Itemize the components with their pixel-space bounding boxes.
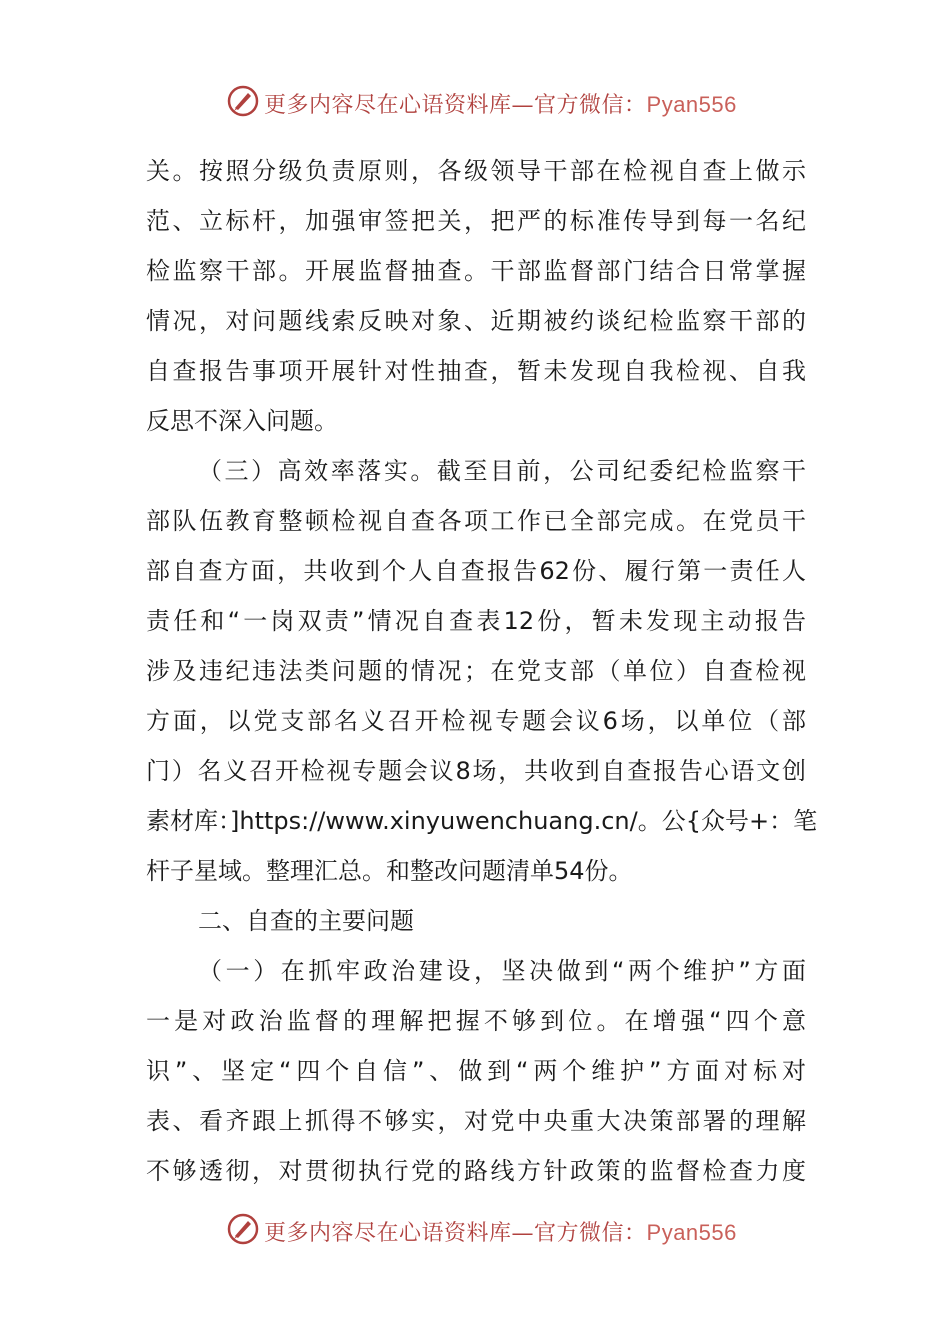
body-line: 反思不深入问题。 — [146, 407, 338, 435]
header-banner — [0, 82, 950, 122]
body-line: 范、立标杆，加强审签把关，把严的标准传导到每一名纪 — [146, 207, 806, 235]
header-banner-id: Pyan556 — [646, 92, 737, 117]
body-line: 情况，对问题线索反映对象、近期被约谈纪检监察干部的 — [146, 307, 806, 335]
footer-banner-id: Pyan556 — [646, 1220, 737, 1245]
body-line: （一）在抓牢政治建设，坚决做到“两个维护”方面 — [198, 957, 806, 985]
body-line: 部队伍教育整顿检视自查各项工作已全部完成。在党员干 — [146, 507, 806, 535]
body-line: 素材库：]https://www.xinyuwenchuang.cn/。公{众号+：笔 — [146, 807, 818, 835]
body-line: 一是对政治监督的理解把握不够到位。在增强“四个意 — [146, 1007, 806, 1035]
section-heading: 二、自查的主要问题 — [198, 907, 414, 935]
document-body — [146, 146, 818, 1196]
header-banner-cn: 更多内容尽在心语资料库—官方微信： — [264, 93, 647, 118]
body-line: 自查报告事项开展针对性抽查，暂未发现自我检视、自我 — [146, 357, 806, 385]
body-line: 不够透彻，对贯彻执行党的路线方针政策的监督检查力度 — [146, 1157, 806, 1185]
footer-banner — [0, 1210, 950, 1250]
body-line: 表、看齐跟上抓得不够实，对党中央重大决策部署的理解 — [146, 1107, 806, 1135]
footer-banner-text — [264, 1216, 737, 1247]
pen-logo-icon — [226, 84, 260, 118]
body-line: 部自查方面，共收到个人自查报告62份、履行第一责任人 — [146, 557, 806, 585]
body-line: 责任和“一岗双责”情况自查表12份，暂未发现主动报告 — [146, 607, 806, 635]
footer-banner-cn: 更多内容尽在心语资料库—官方微信： — [264, 1221, 647, 1246]
body-line: 关。按照分级负责原则，各级领导干部在检视自查上做示 — [146, 157, 806, 185]
body-line: 方面，以党支部名义召开检视专题会议6场，以单位（部 — [146, 707, 806, 735]
body-line: 识”、坚定“四个自信”、做到“两个维护”方面对标对 — [146, 1057, 806, 1085]
header-banner-text — [264, 88, 737, 119]
pen-logo-icon — [226, 1212, 260, 1246]
body-line: 杆子星域。整理汇总。和整改问题清单54份。 — [146, 857, 633, 885]
body-line: 检监察干部。开展监督抽查。干部监督部门结合日常掌握 — [146, 257, 806, 285]
body-line: 门）名义召开检视专题会议8场，共收到自查报告心语文创 — [146, 757, 806, 785]
body-line: （三）高效率落实。截至目前，公司纪委纪检监察干 — [198, 457, 806, 485]
body-line: 涉及违纪违法类问题的情况；在党支部（单位）自查检视 — [146, 657, 806, 685]
